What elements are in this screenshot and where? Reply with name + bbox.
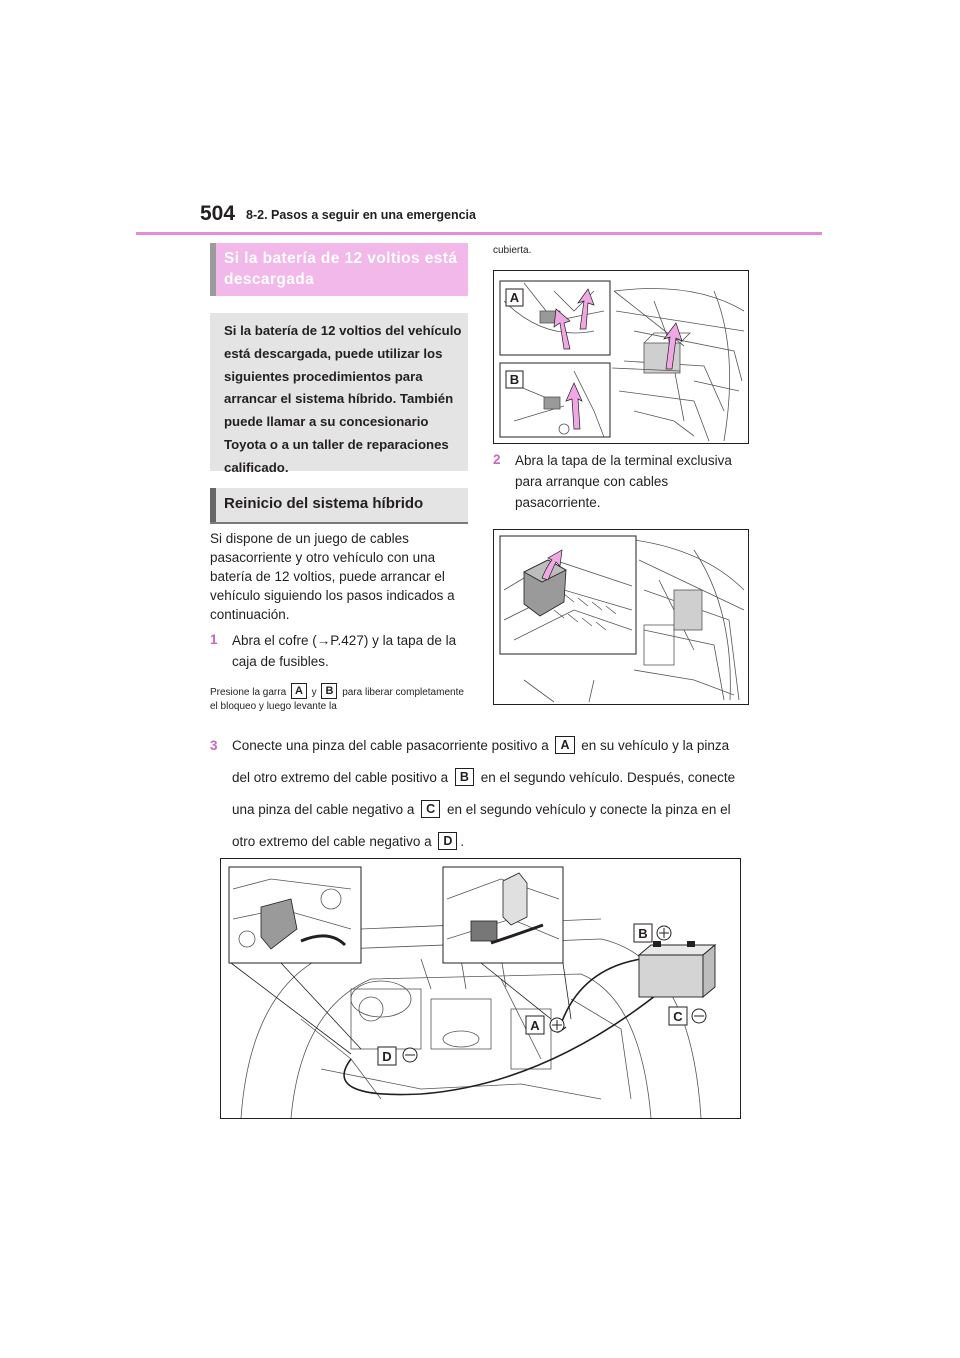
topic-title-box — [210, 243, 468, 296]
battery-icon — [639, 941, 715, 997]
label-c: C — [673, 1009, 683, 1024]
step-3-key-d: D — [438, 832, 457, 850]
label-d: D — [382, 1049, 392, 1064]
note-text-3: para liberar completamente el bloqueo y luego levante la — [210, 687, 464, 712]
step-3-text-2: en su vehículo y la pinza del otro extremo del cable positivo a — [232, 738, 730, 785]
step-3-text-5: . — [460, 834, 465, 849]
terminal-lid-icon — [503, 873, 527, 925]
intro-box — [210, 313, 468, 475]
note-text-2: y — [311, 687, 317, 698]
page-number: 504 — [200, 202, 236, 225]
topic-title: Si la batería de 12 voltios está descargada — [224, 250, 458, 288]
step-3-key-b: B — [455, 768, 474, 786]
step-3-key-c: C — [421, 800, 440, 818]
note-text-1: Presione la garra — [210, 687, 287, 698]
header-rule — [136, 232, 822, 235]
subheading: Reinicio del sistema híbrido — [224, 495, 424, 512]
step-2-text: Abra la tapa de la terminal exclusiva para arranque con cables pasacorriente. — [515, 453, 732, 510]
figure-label-a: A — [509, 290, 520, 305]
step-2 — [493, 450, 751, 513]
subheading-box — [210, 488, 468, 522]
label-b: B — [638, 926, 648, 941]
key-a: A — [291, 683, 307, 699]
title-bar-accent — [210, 243, 216, 296]
step-1-number: 1 — [210, 632, 218, 647]
section-title: 8-2. Pasos a seguir en una emergencia — [246, 208, 476, 222]
step-1-note — [210, 683, 472, 714]
step-3-text — [232, 730, 740, 858]
step-3-text-1: Conecte una pinza del cable pasacorriente positivo a — [232, 738, 549, 753]
subheading-bar-accent — [210, 488, 216, 522]
step-3 — [210, 730, 740, 858]
figure-fuse-box — [493, 270, 749, 444]
subheading-rule — [210, 522, 468, 524]
figure-jump-connection-drawing — [221, 859, 740, 1118]
figure-label-b: B — [509, 372, 520, 387]
step-3-text-4: en el segundo vehículo y conecte la pinza en el otro extremo del cable negativo a — [232, 802, 731, 849]
figure-jump-connection — [220, 858, 741, 1119]
key-b: B — [321, 683, 337, 699]
figure-jump-terminal-drawing — [494, 530, 748, 704]
step-3-number: 3 — [210, 738, 218, 753]
note-continuation: cubierta. — [493, 245, 532, 256]
intro-text: Si la batería de 12 voltios del vehículo está descargada, puede utilizar los siguientes procedimientos para arrancar el sistema híbrido. También puede llamar a su concesionario Toyota o a un taller de reparaciones calificado. — [224, 323, 462, 475]
step-3-text-3: en el segundo vehículo. Después, conecte una pinza del cable negativo a — [232, 770, 736, 817]
step-1-text: Abra el cofre (→P.427) y la tapa de la caja de fusibles. — [232, 633, 457, 669]
step-1 — [210, 630, 468, 672]
intro-paragraph: Si dispone de un juego de cables pasacorriente y otro vehículo con una batería de 12 voltios, puede arrancar el vehículo siguiendo los pasos indicados a continuación. — [210, 531, 455, 622]
figure-fuse-box-drawing — [494, 271, 748, 443]
inset-left — [229, 867, 361, 963]
step-3-key-a: A — [555, 736, 574, 754]
inset-terminal — [500, 536, 636, 654]
figure-jump-terminal — [493, 529, 749, 705]
label-a: A — [530, 1018, 540, 1033]
step-2-number: 2 — [493, 452, 501, 467]
